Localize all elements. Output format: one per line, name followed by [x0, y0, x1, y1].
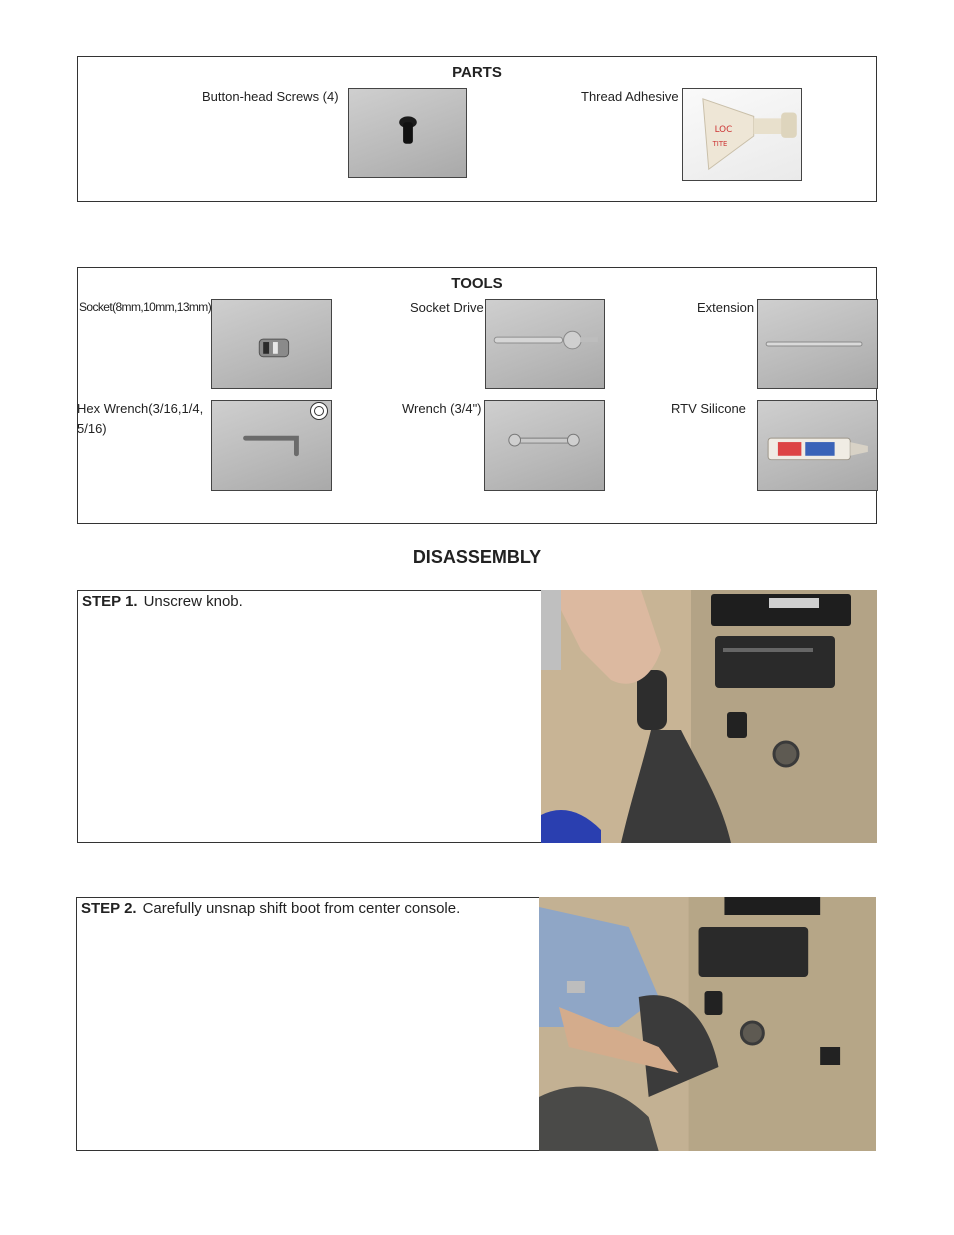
- parts-label-adhesive: Thread Adhesive: [581, 89, 679, 104]
- tools-label-socket: Socket(8mm,10mm,13mm): [79, 300, 212, 314]
- tools-box: [77, 267, 877, 524]
- tools-label-wrench: Wrench (3/4"): [402, 401, 482, 416]
- tools-title: TOOLS: [451, 275, 503, 292]
- step-1-number: STEP 1.: [82, 593, 138, 610]
- tools-label-socket-drive: Socket Drive: [410, 300, 484, 315]
- wrench-photo: [484, 400, 605, 491]
- step-2-photo: [539, 897, 876, 1151]
- step-2-text: [81, 900, 460, 917]
- step-2-number: STEP 2.: [81, 900, 137, 917]
- circle-marker-icon: [310, 402, 328, 420]
- screw-photo: [348, 88, 467, 178]
- step-1-text: [82, 593, 243, 610]
- adhesive-tube-photo: [682, 88, 802, 181]
- step-1-instruction: Unscrew knob.: [143, 593, 243, 610]
- svg-text:TITE: TITE: [712, 139, 728, 148]
- parts-label-screws: Button-head Screws (4): [202, 89, 339, 104]
- parts-title: PARTS: [452, 64, 502, 81]
- tools-label-extension: Extension: [697, 300, 755, 315]
- step-2-box: [76, 897, 876, 1151]
- svg-text:LOC: LOC: [714, 125, 733, 136]
- socket-photo: [211, 299, 332, 389]
- silicone-tube-photo: [757, 400, 878, 491]
- step-2-instruction: Carefully unsnap shift boot from center console.: [142, 900, 461, 917]
- tools-label-rtv: RTV Silicone: [671, 401, 746, 416]
- tools-label-hex-wrench: Hex Wrench(3/16,1/4,: [77, 401, 204, 416]
- step-1-photo: [541, 590, 877, 843]
- extension-bar-photo: [757, 299, 878, 389]
- parts-box: [77, 56, 877, 202]
- step-1-box: [77, 590, 877, 843]
- ratchet-photo: [485, 299, 605, 389]
- tools-label-hex-wrench-2: 5/16): [77, 421, 107, 436]
- disassembly-heading: DISASSEMBLY: [412, 547, 542, 567]
